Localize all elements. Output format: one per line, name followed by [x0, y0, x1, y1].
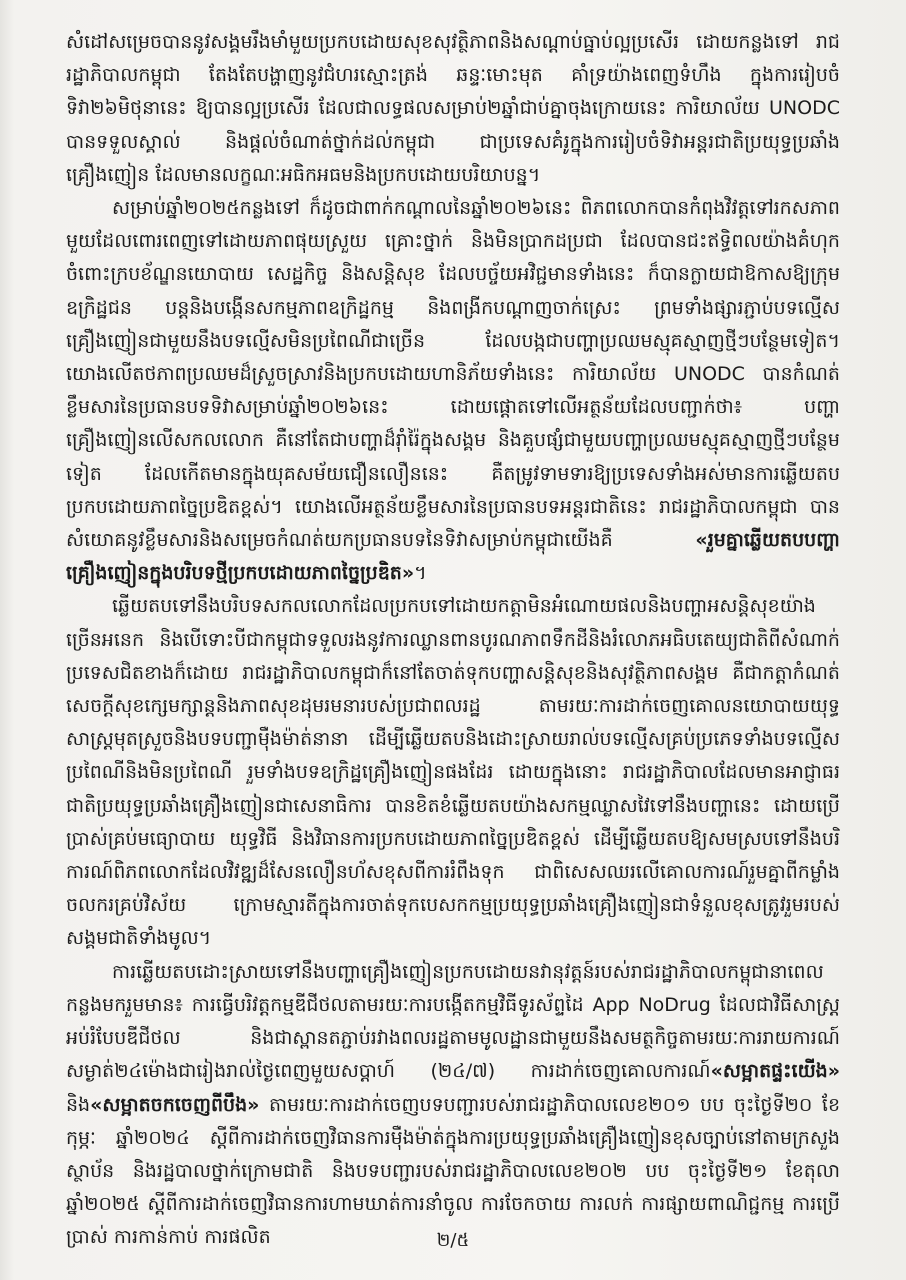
- paragraph-1-text: សំដៅសម្រេចបាននូវសង្គមរឹងមាំមួយប្រកបដោយសុខសុវត្ថិភាពនិងសណ្តាប់ធ្នាប់ល្អប្រសើរ ដោយកន្លងទៅ រាជរដ្ឋាភិបាលកម្ពុជា តែងតែបង្ហាញនូវជំហរស្មោះត្រង់ ឆន្ទៈមោះមុត គាំទ្រយ៉ាងពេញទំហឹង ក្នុងការរៀបចំទិវា២៦មិថុនានេះ ឱ្យបានល្អប្រសើរ ដែលជាលទ្ធផលសម្រាប់២ឆ្នាំជាប់គ្នាចុងក្រោយនេះ ការិយាល័យ UNODC បានទទួលស្គាល់ និងផ្តល់ចំណាត់ថ្នាក់ដល់កម្ពុជា ជាប្រទេសគំរូក្នុងការរៀបចំទិវាអន្តរជាតិប្រយុទ្ធប្រឆាំងគ្រឿងញៀន ដែលមានលក្ខណៈអធិកអធមនិងប្រកបដោយបរិយាបន្ន។: [66, 31, 840, 186]
- paragraph-4-bold-slogan-1: «សម្អាតផ្ទះយើង»: [710, 1060, 840, 1083]
- paragraph-3: [66, 590, 840, 955]
- paragraph-1: [66, 26, 840, 192]
- paragraph-2-text: សម្រាប់ឆ្នាំ២០២៥កន្លងទៅ ក៏ដូចជាពាក់កណ្តាលនៃឆ្នាំ២០២៦នេះ ពិភពលោកបានកំពុងវិវត្តទៅរកសភាពមួយដែលពោរពេញទៅដោយភាពផុយស្រួយ គ្រោះថ្នាក់ និងមិនប្រាកដប្រជា ដែលបានជះឥទ្ធិពលយ៉ាងគំហុកចំពោះក្របខ័ណ្ឌនយោបាយ សេដ្ឋកិច្ច និងសន្តិសុខ ដែលបច្ច័យអវិជ្ជមានទាំងនេះ ក៏បានក្លាយជាឱកាសឱ្យក្រុមឧក្រិដ្ឋជន បន្តនិងបង្កើនសកម្មភាពឧក្រិដ្ឋកម្ម និងពង្រីកបណ្តាញចាក់ស្រេះ ព្រមទាំងផ្សារភ្ជាប់បទល្មើសគ្រឿងញៀនជាមួយនឹងបទល្មើសមិនប្រពៃណីជាច្រើន ដែលបង្កជាបញ្ហាប្រឈមស្មុគស្មាញថ្មីៗបន្ថែមទៀត។ យោងលើតថភាពប្រឈមដ៏ស្រួចស្រាវនិងប្រកបដោយហានិភ័យទាំងនេះ ការិយាល័យ UNODC បានកំណត់ខ្លឹមសារនៃប្រធានបទទិវាសម្រាប់ឆ្នាំ២០២៦នេះ ដោយផ្តោតទៅលើអត្ថន័យដែលបញ្ជាក់ថា៖ បញ្ហាគ្រឿងញៀនលើសកលលោក គឺនៅតែជាបញ្ហាដ៏រ៉ាំរ៉ៃក្នុងសង្គម និងគួបផ្សំជាមួយបញ្ហាប្រឈមស្មុគស្មាញថ្មីៗបន្ថែមទៀត ដែលកើតមានក្នុងយុគសម័យជឿនលឿននេះ គឺតម្រូវទាមទារឱ្យប្រទេសទាំងអស់មានការឆ្លើយតបប្រកបដោយភាពច្នៃប្រឌិតខ្ពស់។ យោងលើអត្ថន័យខ្លឹមសារនៃប្រធានបទអន្តរជាតិនេះ រាជរដ្ឋាភិបាលកម្ពុជា បានសំយោគនូវខ្លឹមសារនិងសម្រេចកំណត់យកប្រធានបទនៃទិវាសម្រាប់កម្ពុជាយើងគឺ: [66, 197, 840, 552]
- paragraph-3-text: ឆ្លើយតបទៅនឹងបរិបទសកលលោកដែលប្រកបទៅដោយកត្តាមិនអំណោយផលនិងបញ្ហាអសន្តិសុខយ៉ាងច្រើនអនេក និងបើទោះបីជាកម្ពុជាទទួលរងនូវការឈ្លានពានបូរណភាពទឹកដីនិងរំលោភអធិបតេយ្យជាតិពីសំណាក់ប្រទេសជិតខាងក៏ដោយ រាជរដ្ឋាភិបាលកម្ពុជាក៏នៅតែចាត់ទុកបញ្ហាសន្តិសុខនិងសុវត្ថិភាពសង្គម គឺជាកត្តាកំណត់សេចក្តីសុខក្សេមក្សាន្តនិងភាពសុខដុមរមនារបស់ប្រជាពលរដ្ឋ តាមរយៈការដាក់ចេញគោលនយោបាយយុទ្ធសាស្ត្រមុតស្រួចនិងបទបញ្ជាម៉ឺងម៉ាត់នានា ដើម្បីឆ្លើយតបនិងដោះស្រាយរាល់បទល្មើសគ្រប់ប្រភេទទាំងបទល្មើសប្រពៃណីនិងមិនប្រពៃណី រួមទាំងបទឧក្រិដ្ឋគ្រឿងញៀនផងដែរ ដោយក្នុងនោះ រាជរដ្ឋាភិបាលដែលមានអាជ្ញាធរជាតិប្រយុទ្ធប្រឆាំងគ្រឿងញៀនជាសេនាធិការ បានខិតខំឆ្លើយតបយ៉ាងសកម្មឈ្លាសវៃទៅនឹងបញ្ហានេះ ដោយប្រើប្រាស់គ្រប់មធ្យោបាយ យុទ្ធវិធី និងវិធានការប្រកបដោយភាពច្នៃប្រឌិតខ្ពស់ ដើម្បីឆ្លើយតបឱ្យសមស្របទៅនឹងបរិការណ៍ពិភពលោកដែលវិវឌ្ឍដ៏សែនលឿនហ័សខុសពីការរំពឹងទុក ជាពិសេសឈរលើគោលការណ៍រួមគ្នាពីកម្លាំងចលករគ្រប់វិស័យ ក្រោមស្មារតីក្នុងការចាត់ទុកបេសកកម្មប្រយុទ្ធប្រឆាំងគ្រឿងញៀនជាទំនួលខុសត្រូវរួមរបស់សង្គមជាតិទាំងមូល។: [66, 595, 840, 950]
- paragraph-2-bold-theme: «រួមគ្នាឆ្លើយតបបញ្ហាគ្រឿងញៀនក្នុងបរិបទថ្មីប្រកបដោយភាពច្នៃប្រឌិត»: [66, 529, 840, 585]
- paragraph-4-conjunction: និង: [66, 1093, 91, 1116]
- paragraph-4-bold-slogan-2: «សម្អាតចកចេញពីបឹង»: [90, 1093, 260, 1116]
- paragraph-4: [66, 956, 840, 1255]
- paragraph-4-rest: តាមរយៈការដាក់ចេញបទបញ្ជារបស់រាជរដ្ឋាភិបាលលេខ២០១ បប ចុះថ្ងៃទី២០ ខែកុម្ភៈ ឆ្នាំ២០២៤ ស្តីពីការដាក់ចេញវិធានការម៉ឺងម៉ាត់ក្នុងការប្រយុទ្ធប្រឆាំងគ្រឿងញៀនខុសច្បាប់នៅតាមក្រសួង ស្ថាប័ន និងរដ្ឋបាលថ្នាក់ក្រោមជាតិ និងបទបញ្ជារបស់រាជរដ្ឋាភិបាលលេខ២០២ បប ចុះថ្ងៃទី២១ ខែតុលា ឆ្នាំ២០២៥ ស្តីពីការដាក់ចេញវិធានការហាមឃាត់ការនាំចូល ការចែកចាយ ការលក់ ការផ្សាយពាណិជ្ជកម្ម ការប្រើប្រាស់ ការកាន់កាប់ ការផលិត: [66, 1093, 840, 1249]
- paragraph-2-end: ។: [414, 562, 427, 585]
- document-body: [66, 26, 840, 1255]
- paragraph-4-text: ការឆ្លើយតបដោះស្រាយទៅនឹងបញ្ហាគ្រឿងញៀនប្រកបដោយនវានុវត្តន៍របស់រាជរដ្ឋាភិបាលកម្ពុជានាពេលកន្លងមករួមមាន៖ ការធ្វើបរិវត្តកម្មឌីជីថលតាមរយៈការបង្កើតកម្មវិធីទូរស័ព្ទដៃ App NoDrug ដែលជាវិធីសាស្ត្រអប់រំបែបឌីជីថល និងជាស្ពានតភ្ជាប់រវាងពលរដ្ឋតាមមូលដ្ឋានជាមួយនឹងសមត្ថកិច្ចតាមរយៈការរាយការណ៍សម្ងាត់២៤ម៉ោងជារៀងរាល់ថ្ងៃពេញមួយសប្តាហ៍ (២៤/៧) ការដាក់ចេញគោលការណ៍: [66, 960, 840, 1083]
- paragraph-2: [66, 192, 840, 590]
- page-number: ២/៥: [436, 1230, 470, 1251]
